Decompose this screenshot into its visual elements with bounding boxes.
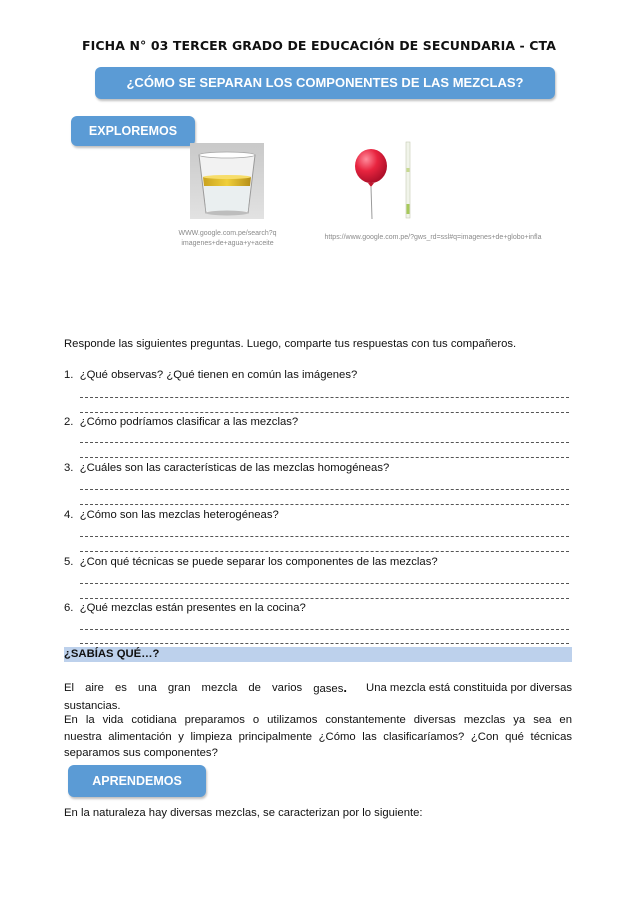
image-caption-water-oil — [170, 229, 285, 249]
water-oil-glass-image — [190, 143, 264, 219]
question-2 — [64, 416, 298, 428]
paragraph-segment: Una mezcla está constituida por diversas — [366, 682, 572, 694]
balloon-image — [346, 140, 418, 220]
caption-line: imagenes+de+agua+y+aceite — [181, 240, 274, 247]
question-text: ¿Con qué técnicas se puede separar los componentes de las mezclas? — [79, 556, 438, 568]
paragraph-segment — [64, 680, 347, 698]
word: El — [64, 682, 75, 694]
question-text: ¿Cómo son las mezclas heterogéneas? — [79, 509, 279, 521]
question-number: 6. — [64, 602, 74, 614]
paragraph-line: En la vida cotidiana preparamos o utilizamos constantemente diversas mezclas ya sea en — [64, 714, 572, 726]
sabias-paragraph-1 — [64, 680, 572, 714]
caption-line: WWW.google.com.pe/search?q — [178, 230, 277, 237]
word: gran — [167, 682, 191, 694]
sabias-que-heading — [64, 647, 572, 662]
section-tab-exploremos: EXPLOREMOS — [71, 116, 195, 146]
question-6 — [64, 602, 306, 614]
answer-line[interactable] — [80, 397, 569, 398]
document-title: FICHA N° 03 TERCER GRADO DE EDUCACIÓN DE SECUNDARIA - CTA — [82, 38, 556, 53]
answer-line[interactable] — [80, 598, 569, 599]
paragraph-line: separamos sus componentes? — [64, 747, 218, 759]
question-number: 1. — [64, 369, 74, 381]
answer-line[interactable] — [80, 489, 569, 490]
question-text: ¿Cómo podríamos clasificar a las mezclas? — [79, 416, 299, 428]
word: mezcla — [201, 682, 238, 694]
question-3 — [64, 462, 389, 474]
word: varios — [272, 682, 303, 694]
learn-intro-text: En la naturaleza hay diversas mezclas, se caracterizan por lo siguiente: — [64, 807, 423, 819]
emphasis-dot: . — [343, 680, 347, 695]
word: gases. — [313, 680, 347, 695]
answer-line[interactable] — [80, 504, 569, 505]
word: aire — [85, 682, 104, 694]
answer-line[interactable] — [80, 457, 569, 458]
answer-line[interactable] — [80, 643, 569, 644]
instructions-text: Responde las siguientes preguntas. Luego, comparte tus respuestas con tus compañeros. — [64, 338, 517, 350]
word: de — [248, 682, 261, 694]
topic-banner: ¿CÓMO SE SEPARAN LOS COMPONENTES DE LAS MEZCLAS? — [95, 67, 555, 99]
answer-line[interactable] — [80, 442, 569, 443]
sabias-paragraph-2 — [64, 712, 572, 762]
question-4 — [64, 509, 279, 521]
question-text: ¿Qué mezclas están presentes en la cocina? — [79, 602, 306, 614]
question-1 — [64, 369, 357, 381]
answer-line[interactable] — [80, 583, 569, 584]
sabias-que-heading-text: ¿SABÍAS QUÉ…? — [64, 648, 160, 660]
image-caption-balloon: https://www.google.com.pe/?gws_rd=ssl#q=imagenes+de+globo+infla — [324, 234, 542, 241]
paragraph-line — [64, 680, 572, 698]
question-number: 2. — [64, 416, 74, 428]
question-number: 4. — [64, 509, 74, 521]
paragraph-line: sustancias. — [64, 699, 121, 712]
question-text: ¿Qué observas? ¿Qué tienen en común las imágenes? — [79, 369, 358, 381]
answer-line[interactable] — [80, 629, 569, 630]
word: es — [114, 682, 127, 694]
question-5 — [64, 556, 438, 568]
answer-line[interactable] — [80, 536, 569, 537]
question-number: 5. — [64, 556, 74, 568]
word: una — [137, 682, 157, 694]
section-tab-aprendemos: APRENDEMOS — [68, 765, 206, 797]
answer-line[interactable] — [80, 412, 569, 413]
paragraph-line: nuestra alimentación y limpieza principalmente ¿Cómo las clasificaríamos? ¿Con qué técnicas — [64, 730, 572, 743]
answer-line[interactable] — [80, 551, 569, 552]
question-number: 3. — [64, 462, 74, 474]
question-text: ¿Cuáles son las características de las mezclas homogéneas? — [79, 462, 390, 474]
